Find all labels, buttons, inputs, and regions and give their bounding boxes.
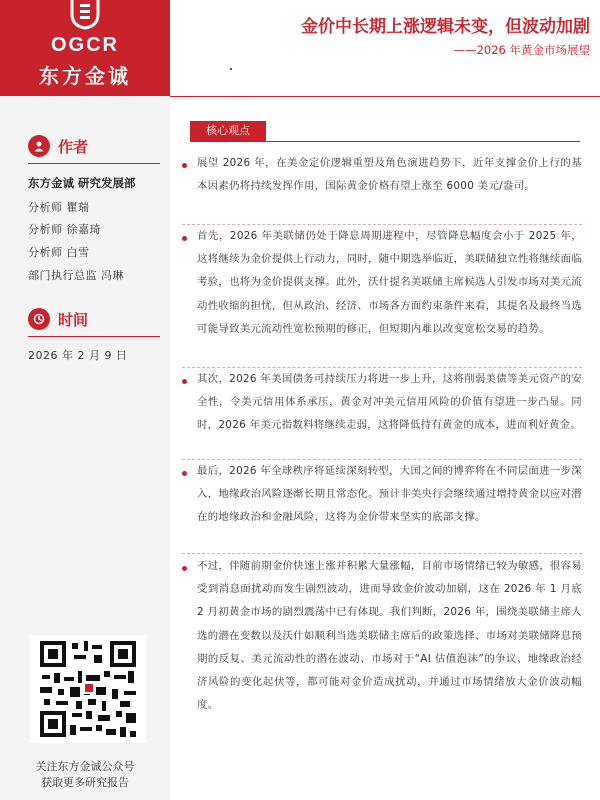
page-subtitle: ——2026 年黄金市场展望 [453, 43, 590, 57]
brand-name-en: OGCR [51, 34, 119, 56]
author-section-label: 作者 [58, 137, 89, 156]
author-divider [28, 163, 160, 164]
logo-icon [68, 0, 102, 30]
bullet-icon [182, 566, 187, 571]
summary-paragraph: 首先，2026 年美联储仍处于降息周期进程中，尽管降息幅度会小于 2025 年，这将继续为金价提供上行动力，同时，随中期选举临近，美联储独立性将继续面临考验，也将为金价提供支撑。此外，沃什提名美联储主席候选人引发市场对美元流动性收缩的担忧，但从政治、经济、市场各方面约束条件来看，其提名及最终当选可能导致美元流动性宽松预期的修正，但短期内难以改变宽松交易的趋势。 [197, 230, 582, 335]
header-divider [170, 96, 600, 97]
person-icon [28, 135, 50, 157]
time-section-label: 时间 [58, 310, 89, 329]
sidebar [0, 0, 170, 800]
time-divider [28, 336, 160, 337]
bullet-icon [182, 163, 187, 168]
paragraph-divider [182, 553, 582, 554]
bullet-icon [182, 236, 187, 241]
qr-code-icon [30, 635, 146, 743]
author-section-heading [28, 135, 88, 157]
summary-paragraph: 其次，2026 年美国债务可持续压力将进一步上升，这将削弱美债等美元资产的安全性，令美元信用体系承压，黄金对冲美元信用风险的价值有望进一步凸显。同时，2026 年美元指数料将继续走弱，这将降低持有黄金的成本，进而利好黄金。 [197, 373, 582, 432]
summary-paragraph: 不过，伴随前期金价快速上涨并积累大量涨幅，目前市场情绪已较为敏感，很容易受到消息面扰动而发生剧烈波动，进而导致金价波动加剧，这在 2026 年 1 月底 2 月初黄金市场的剧烈震荡中已有体现。我们判断，2026 年，围绕美联储主席人选的潜在变数以及沃什如顺利当选美联储主席后的政策选择、市场对美联储降息预期的反复、美元流动性的潜在波动、市场对于“AI 估值泡沫”的争议、地缘政治经济风险的变化起伏等，都可能对金价造成扰动，并通过市场情绪放大金价波动幅度。 [197, 560, 582, 712]
brand-name-cn: 东方金诚 [39, 64, 131, 88]
core-view-tag: 核心观点 [190, 121, 266, 141]
author-line: 部门执行总监 冯琳 [28, 269, 124, 282]
clock-icon [28, 308, 50, 330]
author-line: 分析师 瞿瑞 [28, 201, 90, 214]
summary-paragraph: 展望 2026 年，在美金定价逻辑重塑及角色演进趋势下，近年支撑金价上行的基本因素仍将持续发挥作用，国际黄金价格有望上涨至 6000 美元/盎司。 [197, 157, 582, 193]
brand-header [0, 0, 170, 96]
tag-divider [190, 141, 580, 142]
author-line: 分析师 白雪 [28, 246, 90, 259]
header-mark [230, 68, 232, 70]
summary-paragraph: 最后，2026 年全球秩序将延续深刻转型，大国之间的博弈将在不同层面进一步深入，地缘政治风险逐渐长期且常态化。预计非美央行会继续通过增持黄金以应对潜在的地缘政治和金融风险，这将为金价带来坚实的底部支撑。 [197, 465, 582, 524]
author-organization: 东方金诚 研究发展部 [28, 176, 136, 190]
page-title: 金价中长期上涨逻辑未变，但波动加剧 [301, 17, 590, 37]
qr-caption-line2: 获取更多研究报告 [41, 776, 129, 789]
qr-code[interactable] [30, 635, 146, 743]
author-line: 分析师 徐嘉琦 [28, 223, 101, 236]
qr-caption-line1: 关注东方金诚公众号 [35, 760, 135, 773]
bullet-icon [182, 379, 187, 384]
time-section-heading [28, 308, 88, 330]
publish-date: 2026 年 2 月 9 日 [28, 349, 128, 362]
bullet-icon [182, 471, 187, 476]
